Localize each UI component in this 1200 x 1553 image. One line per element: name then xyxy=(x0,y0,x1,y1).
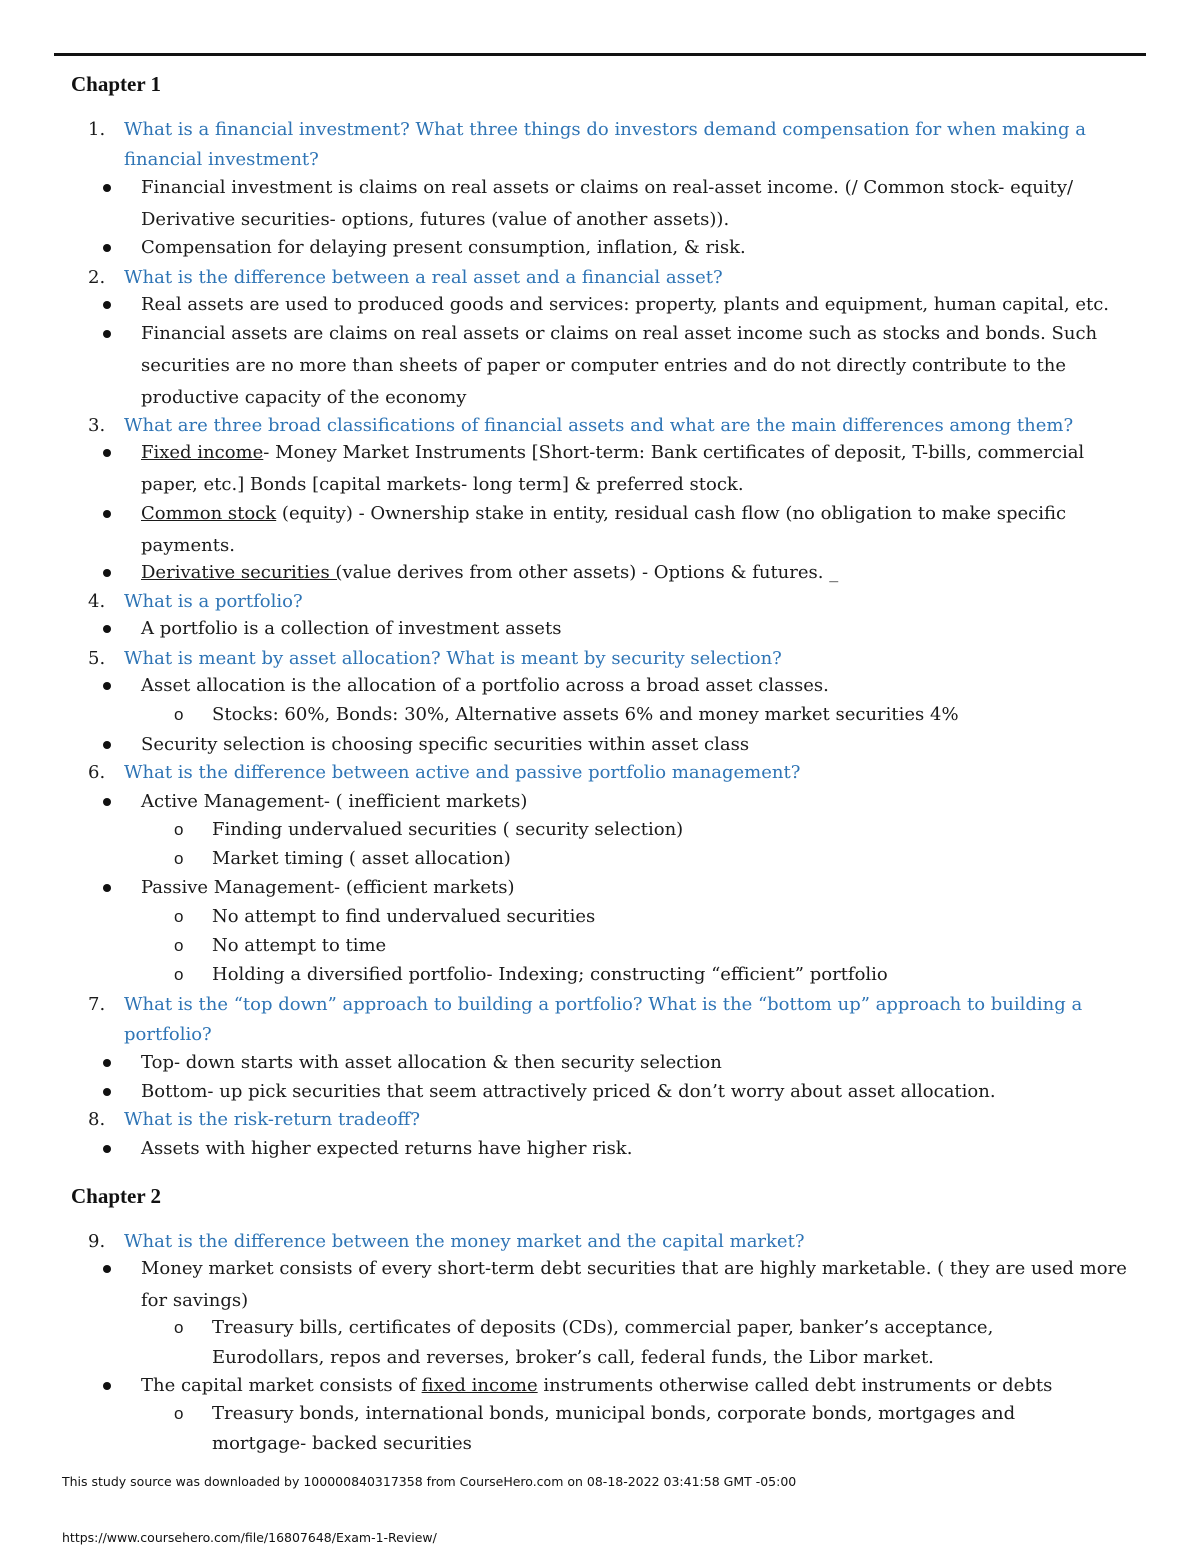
sub-bullet-text: Treasury bonds, international bonds, municipal bonds, corporate bonds, mortgages and mortgage- backed securities xyxy=(212,1403,1016,1454)
sub-list-item xyxy=(174,700,1092,730)
sub-bullet-text: No attempt to find undervalued securities xyxy=(212,906,596,927)
bullet-text: A portfolio is a collection of investment assets xyxy=(141,618,562,639)
list-item xyxy=(103,318,1131,414)
bullet-text xyxy=(103,437,1131,501)
sub-bullet-text: Stocks: 60%, Bonds: 30%, Alternative assets 6% and money market securities 4% xyxy=(212,704,959,725)
term-fixed-income: fixed income xyxy=(421,1375,538,1396)
list-item xyxy=(103,1370,1131,1402)
bullet-text: Bottom- up pick securities that seem attractively priced & don’t worry about asset allocation. xyxy=(141,1081,996,1102)
bullet-icon xyxy=(103,741,111,749)
bullet-icon xyxy=(103,1059,111,1067)
bullet-icon xyxy=(103,682,111,690)
bullet-icon xyxy=(103,884,111,892)
bullet-icon xyxy=(103,510,111,518)
bullet-icon xyxy=(103,569,111,577)
bullet-icon xyxy=(103,244,111,252)
sub-bullet-text: Market timing ( asset allocation) xyxy=(212,848,511,869)
sub-list-item xyxy=(174,844,1092,874)
bullet-text: Real assets are used to produced goods and services: property, plants and equipment, human capital, etc. xyxy=(141,294,1110,315)
top-rule xyxy=(54,53,1146,56)
sub-list-item xyxy=(174,960,1092,990)
sub-bullet-icon: o xyxy=(174,820,184,839)
list-item xyxy=(103,437,1131,501)
list-item xyxy=(103,557,1131,589)
list-item xyxy=(103,498,1131,562)
question-text: What is the “top down” approach to building a portfolio? What is the “bottom up” approach to building a portfolio? xyxy=(124,994,1083,1045)
list-item xyxy=(103,786,1131,818)
term-common-stock: Common stock xyxy=(141,503,277,524)
list-item xyxy=(103,670,1131,702)
bullet-text: Financial assets are claims on real assets or claims on real asset income such as stocks and bonds. Such securities are no more than sheets of paper or computer entries and do not directly contribute to the productive capacity of the economy xyxy=(141,323,1098,408)
question-number: 2. xyxy=(88,267,106,288)
bullet-icon xyxy=(103,1265,111,1273)
question-text: What are three broad classifications of financial assets and what are the main differences among them? xyxy=(124,415,1074,436)
bullet-text: Money market consists of every short-term debt securities that are highly marketable. ( they are used more for savings) xyxy=(141,1258,1127,1311)
question-7 xyxy=(88,990,1124,1050)
bullet-text xyxy=(103,557,1131,589)
sub-bullet-icon: o xyxy=(174,1318,184,1337)
list-item xyxy=(103,872,1131,904)
question-number: 7. xyxy=(88,994,106,1015)
sub-bullet-icon: o xyxy=(174,965,184,984)
question-1 xyxy=(88,115,1124,175)
bullet-icon xyxy=(103,798,111,806)
bullet-text: Compensation for delaying present consumption, inflation, & risk. xyxy=(141,237,746,258)
sub-bullet-icon: o xyxy=(174,849,184,868)
sub-bullet-icon: o xyxy=(174,705,184,724)
sub-bullet-icon: o xyxy=(174,1404,184,1423)
sub-list-item xyxy=(174,1399,1092,1459)
bullet-icon xyxy=(103,1382,111,1390)
list-item xyxy=(103,1133,1131,1165)
list-item xyxy=(103,1253,1131,1317)
question-number: 8. xyxy=(88,1109,106,1130)
bullet-icon xyxy=(103,330,111,338)
bullet-text: Active Management- ( inefficient markets) xyxy=(141,791,528,812)
bullet-text: Passive Management- (efficient markets) xyxy=(141,877,515,898)
question-text: What is the difference between the money market and the capital market? xyxy=(124,1231,805,1252)
sub-bullet-icon: o xyxy=(174,907,184,926)
sub-list-item xyxy=(174,1313,1092,1373)
sub-bullet-text: Holding a diversified portfolio- Indexing; constructing “efficient” portfolio xyxy=(212,964,888,985)
bullet-text: Security selection is choosing specific securities within asset class xyxy=(141,734,750,755)
term-derivative-securities: Derivative securities ( xyxy=(141,562,343,583)
sub-list-item xyxy=(174,902,1092,932)
term-description: value derives from other assets) - Options & futures. _ xyxy=(342,562,839,583)
question-6 xyxy=(88,758,1124,788)
bullet-icon xyxy=(103,625,111,633)
list-item xyxy=(103,1047,1131,1079)
term-fixed-income: Fixed income xyxy=(141,442,264,463)
bullet-text: Top- down starts with asset allocation & then security selection xyxy=(141,1052,722,1073)
list-item xyxy=(103,613,1131,645)
question-text: What is the difference between a real asset and a financial asset? xyxy=(124,267,723,288)
question-text: What is meant by asset allocation? What is meant by security selection? xyxy=(124,648,782,669)
term-description: (equity) - Ownership stake in entity, residual cash flow (no obligation to make specific payments. xyxy=(141,503,1067,556)
question-number: 6. xyxy=(88,762,106,783)
list-item xyxy=(103,232,1131,264)
question-number: 5. xyxy=(88,648,106,669)
question-text: What is the risk-return tradeoff? xyxy=(124,1109,420,1130)
text-segment: The capital market consists of xyxy=(141,1375,422,1396)
bullet-icon xyxy=(103,1088,111,1096)
source-url[interactable]: https://www.coursehero.com/file/16807648/Exam-1-Review/ xyxy=(62,1530,437,1545)
list-item xyxy=(103,1076,1131,1108)
sub-list-item xyxy=(174,931,1092,961)
question-number: 4. xyxy=(88,591,106,612)
question-number: 9. xyxy=(88,1231,106,1252)
question-text: What is the difference between active and passive portfolio management? xyxy=(124,762,801,783)
chapter-2-heading: Chapter 2 xyxy=(71,1184,162,1208)
bullet-text: Assets with higher expected returns have higher risk. xyxy=(141,1138,633,1159)
question-text: What is a financial investment? What three things do investors demand compensation for when making a financial investment? xyxy=(124,119,1086,170)
download-source-notice: This study source was downloaded by 100000840317358 from CourseHero.com on 08-18-2022 03:41:58 GMT -05:00 xyxy=(62,1474,797,1489)
question-number: 3. xyxy=(88,415,106,436)
question-8 xyxy=(88,1105,1124,1135)
chapter-1-heading: Chapter 1 xyxy=(71,72,162,96)
bullet-icon xyxy=(103,1145,111,1153)
sub-list-item xyxy=(174,815,1092,845)
bullet-text xyxy=(103,1370,1131,1402)
sub-bullet-icon: o xyxy=(174,936,184,955)
bullet-text xyxy=(103,498,1131,562)
sub-bullet-text: Finding undervalued securities ( security selection) xyxy=(212,819,684,840)
sub-bullet-text: No attempt to time xyxy=(212,935,387,956)
bullet-icon xyxy=(103,301,111,309)
sub-bullet-text: Treasury bills, certificates of deposits (CDs), commercial paper, banker’s acceptance, Eurodollars, repos and reverses, broker’s call, federal funds, the Libor market. xyxy=(212,1317,994,1368)
text-segment: instruments otherwise called debt instruments or debts xyxy=(537,1375,1053,1396)
bullet-text: Asset allocation is the allocation of a portfolio across a broad asset classes. xyxy=(141,675,829,696)
bullet-icon xyxy=(103,449,111,457)
list-item xyxy=(103,289,1131,321)
term-description: - Money Market Instruments [Short-term: Bank certificates of deposit, T-bills, commercial paper, etc.] Bonds [capital markets- long term] & preferred stock. xyxy=(141,442,1085,495)
bullet-text: Financial investment is claims on real assets or claims on real-asset income. (/ Common stock- equity/ Derivative securities- options, futures (value of another assets)). xyxy=(141,177,1074,230)
question-number: 1. xyxy=(88,119,106,140)
bullet-icon xyxy=(103,184,111,192)
question-text: What is a portfolio? xyxy=(124,591,303,612)
list-item xyxy=(103,172,1131,236)
list-item xyxy=(103,729,1131,761)
